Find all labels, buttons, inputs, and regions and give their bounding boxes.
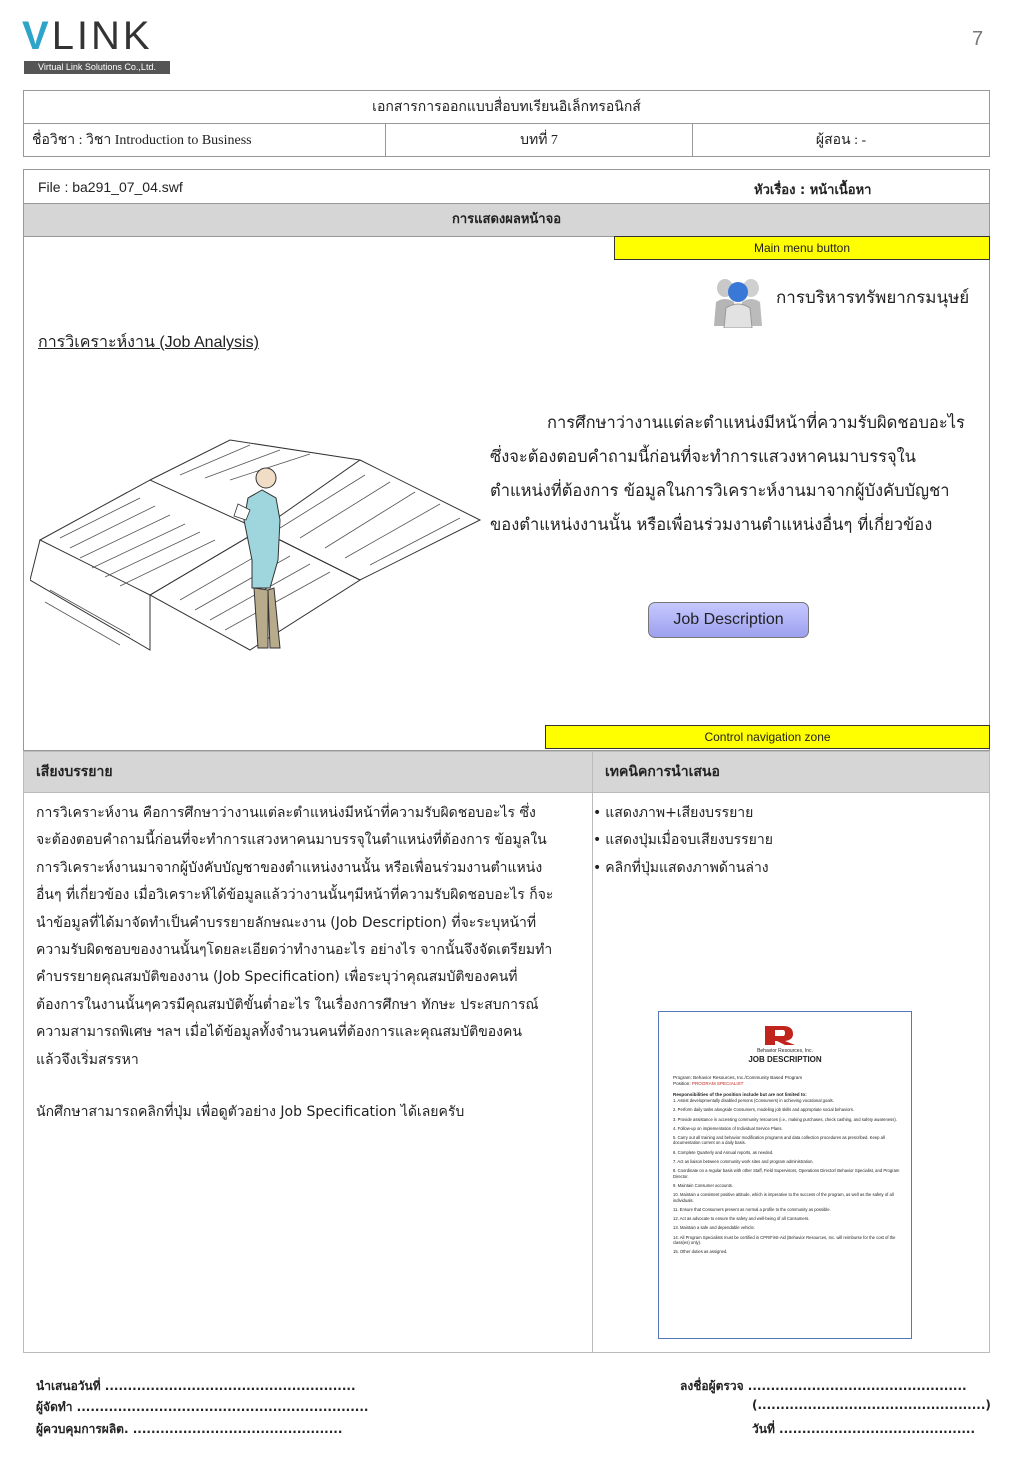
jd-item: 10. Maintain a consistent positive attitude, which is imperative to the success of the program, as well as the safety of all individuals.	[673, 1192, 894, 1203]
jd-item: 4. Follow-up on implementation of Individual Service Plans.	[673, 1125, 783, 1131]
people-icon	[712, 270, 764, 328]
producer: ผู้จัดทำ ................................................................	[36, 1400, 369, 1414]
file-name: File : ba291_07_04.swf	[38, 179, 183, 195]
job-analysis-heading: การวิเคราะห์งาน (Job Analysis)	[38, 334, 259, 351]
logo-tagline: Virtual Link Solutions Co.,Ltd.	[24, 61, 170, 74]
technique-item: • คลิกที่ปุ่มแสดงภาพด้านล่าง	[593, 855, 773, 882]
job-analysis-paragraph: การศึกษาว่างานแต่ละตำแหน่งมีหน้าที่ความรับผิดชอบอะไร ซึ่งจะต้องตอบคำถามนี้ก่อนที่จะทำการแสวงหาคนมาบรรจุใน ตำแหน่งที่ต้องการ ข้อมูลในการวิเคราะห์งานมาจากผู้บังคับบัญชา ของตำแหน่งงานนั้น หรือเพื่อนร่วมงานตำแหน่งอื่นๆ ที่เกี่ยวข้อง	[490, 413, 965, 534]
job-description-sample-image	[658, 1011, 912, 1339]
job-description-button[interactable]: Job Description	[648, 602, 809, 638]
jd-company: Behavior Resources, Inc.	[757, 1048, 813, 1054]
jd-item: 9. Maintain Consumer accounts.	[673, 1182, 734, 1188]
technique-list	[593, 800, 773, 882]
jd-resp-header: Responsibilities of the position include but are not limited to:	[673, 1092, 807, 1097]
jd-item: 12. Act as advocate to ensure the safety and well-being of all Consumers.	[673, 1216, 810, 1222]
screen-display-band: การแสดงผลหน้าจอ	[24, 203, 989, 237]
production-controller: ผู้ควบคุมการผลิต. ..............................................	[36, 1422, 343, 1436]
reviewer-signature: ลงชื่อผู้ตรวจ ................................................	[680, 1379, 967, 1393]
logo: VLINK	[22, 14, 153, 58]
jd-item: 14. All Program Specialists must be certified in CPR/First-Aid (Behavior Resources, Inc. will reimburse for the cost of the class(es) only).	[673, 1234, 896, 1246]
course-name: ชื่อวิชา : วิชา Introduction to Business	[24, 124, 386, 157]
technique-item: • แสดงภาพ+เสียงบรรยาย	[593, 800, 773, 827]
narration-line: นำข้อมูลที่ได้มาจัดทำเป็นคำบรรยายลักษณะงาน (Job Description) ที่จะระบุหน้าที่	[36, 914, 537, 931]
jd-item: 11. Ensure that Consumers present as normal a profile to the community as possible.	[673, 1206, 831, 1212]
review-date: วันที่ ...........................................	[752, 1422, 976, 1436]
narration-line: ความรับผิดชอบของงานนั้นๆโดยละเอียดว่าทำงานอะไร อย่างไร จากนั้นจึงจัดเตรียมทำ	[36, 942, 553, 959]
presented-date: นำเสนอวันที่ .......................................................	[36, 1379, 356, 1393]
doc-title: เอกสารการออกแบบสื่อบทเรียนอิเล็กทรอนิกส์	[24, 91, 990, 124]
jd-item: 3. Provide assistance in accessing community resources (i.e., making purchases, check cashing, and safety awareness).	[673, 1116, 897, 1122]
hr-title: การบริหารทรัพยากรมนุษย์	[776, 288, 970, 308]
control-navigation-zone[interactable]: Control navigation zone	[545, 725, 990, 749]
narration-line: การวิเคราะห์งานมาจากผู้บังคับบัญชาของตำแหน่งงานนั้น หรือเพื่อนร่วมงานตำแหน่ง	[36, 859, 543, 876]
technique-item: • แสดงปุ่มเมื่อจบเสียงบรรยาย	[593, 827, 773, 854]
narration-note: นักศึกษาสามารถคลิกที่ปุ่ม เพื่อดูตัวอย่าง Job Specification ได้เลยครับ	[36, 1104, 465, 1120]
main-menu-button-zone[interactable]: Main menu button	[614, 236, 990, 260]
jd-item: 2. Perform daily tasks alongside Consumers, modeling job skills and appropriate social behaviors.	[673, 1107, 855, 1113]
jd-item: 7. Act as liaison between community work sites and program administration.	[673, 1159, 814, 1165]
narration-text	[36, 800, 566, 1074]
jd-position: Position: PROGRAM SPECIALIST	[673, 1081, 744, 1086]
jd-items	[673, 1098, 901, 1259]
jd-item: 6. Complete Quarterly and Annual reports, as needed.	[673, 1149, 774, 1155]
page-number: 7	[972, 28, 984, 50]
narration-line: จะต้องตอบคำถามนี้ก่อนที่จะทำการแสวงหาคนมาบรรจุในตำแหน่งที่ต้องการ ข้อมูลใน	[36, 832, 547, 849]
narration-line: ต้องการในงานนั้นๆควรมีคุณสมบัติขั้นต่ำอะไร ในเรื่องการศึกษา ทักษะ ประสบการณ์	[36, 996, 539, 1013]
jd-title: JOB DESCRIPTION	[748, 1055, 822, 1064]
narration-line: การวิเคราะห์งาน คือการศึกษาว่างานแต่ละตำแหน่งมีหน้าที่ความรับผิดชอบอะไร ซึ่ง	[36, 805, 536, 821]
narration-header: เสียงบรรยาย	[24, 752, 593, 793]
narration-line: คำบรรยายคุณสมบัติของงาน (Job Specification) เพื่อระบุว่าคุณสมบัติของคนที่	[36, 969, 518, 986]
topic: หัวเรื่อง : หน้าเนื้อหา	[754, 183, 872, 198]
jd-item: 5. Carry out all training and behavior modification programs and data collection procedures as prescribed. Keep all documentation current on a daily basis.	[673, 1135, 885, 1146]
jd-item: 8. Coordinate on a regular basis with other Staff, Field Supervisors, Operations Director/ Behavior Specialist, and Program Director.	[673, 1168, 900, 1179]
narration-line: แล้วจึงเริ่มสรรหา	[36, 1051, 139, 1068]
reviewer-name: (..................................................)	[752, 1398, 991, 1412]
jd-program: Program: Behavior Resources, Inc./Community Based Program	[673, 1075, 803, 1080]
job-analysis-illustration	[30, 420, 490, 665]
technique-header: เทคนิคการนำเสนอ	[593, 752, 990, 793]
chapter: บทที่ 7	[386, 124, 693, 157]
company-logo-icon	[763, 1024, 797, 1046]
jd-item: 15. Other duties as assigned.	[673, 1249, 728, 1255]
jd-item: 13. Maintain a safe and dependable vehicle.	[673, 1225, 755, 1231]
narration-line: อื่นๆ ที่เกี่ยวข้อง เมื่อวิเคราะห์ได้ข้อมูลแล้วว่างานนั้นๆมีหน้าที่ความรับผิดชอบอะไร ก็จะ	[36, 887, 554, 904]
narration-line: ความสามารถพิเศษ ฯลฯ เมื่อได้ข้อมูลทั้งจำนวนคนที่ต้องการและคุณสมบัติของคน	[36, 1024, 522, 1041]
instructor: ผู้สอน : -	[693, 124, 990, 157]
header-table	[23, 90, 990, 157]
jd-item: 1. Assist developmentally disabled persons (Consumers) in achieving vocational goals.	[673, 1098, 834, 1103]
